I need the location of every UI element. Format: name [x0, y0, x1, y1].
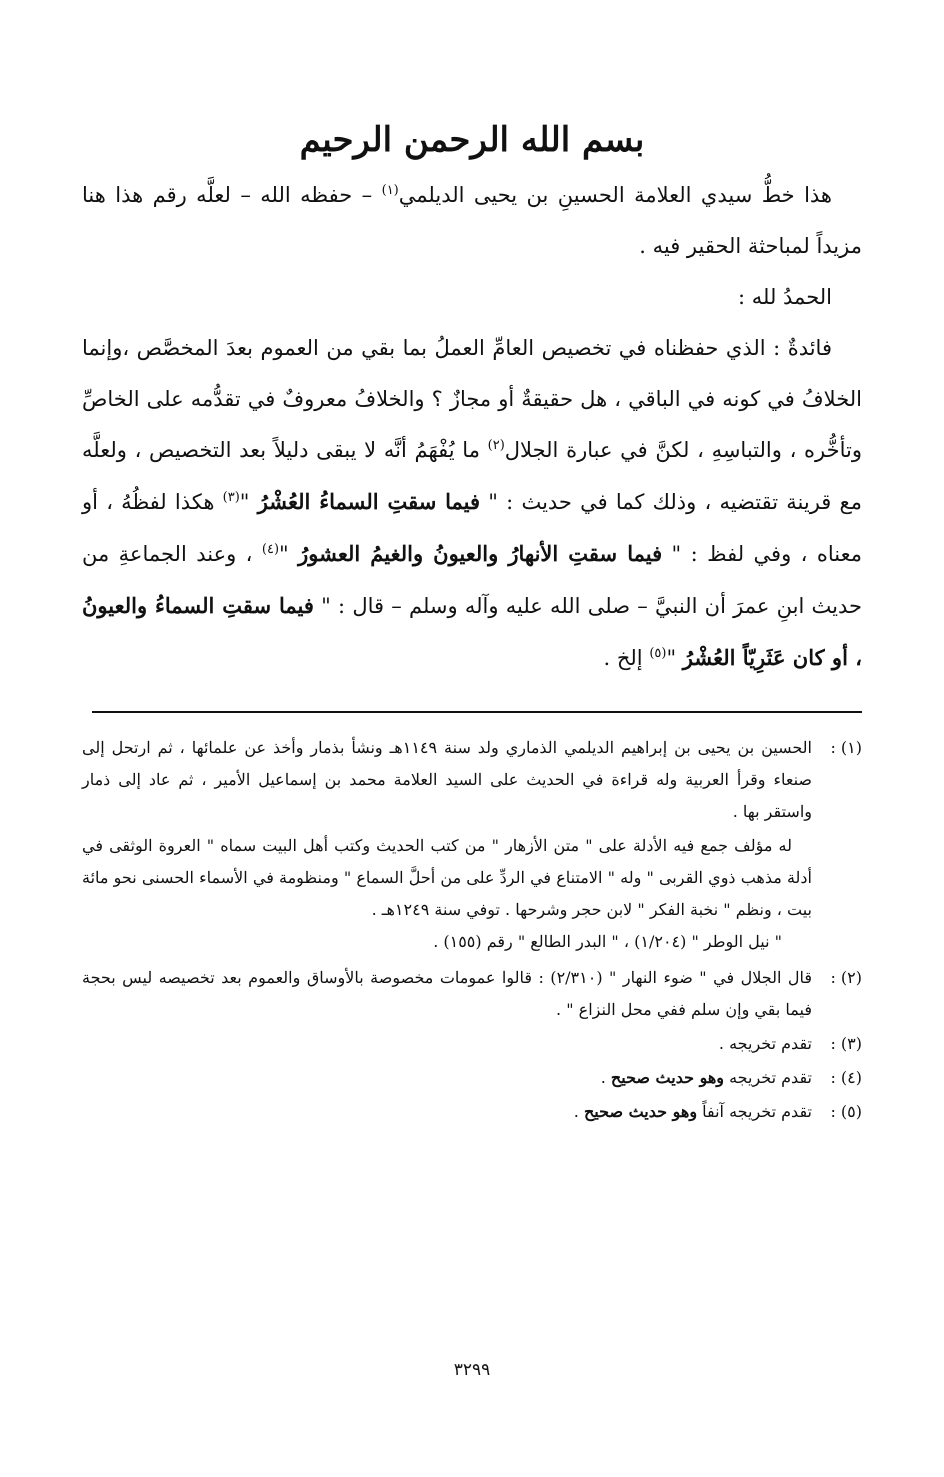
footnote-text: الحسين بن يحيى بن إبراهيم الديلمي الذماري ولد سنة ١١٤٩هـ ونشأ بذمار وأخذ عن علمائها ، ثم ارتحل إلى صنعاء وقرأ العربية وله قراءة في الحديث على السيد العلامة محمد بن إسماعيل الأمير ، ثم عاد إلى ذمار واستقر بها .	[82, 738, 813, 821]
footnote-text: تقدم تخريجه	[724, 1068, 812, 1087]
footnotes	[82, 732, 862, 1130]
footnote-end: .	[600, 1068, 611, 1087]
fawaid-text-3: "	[239, 490, 258, 514]
footnote-ref-2: (٢)	[487, 438, 505, 453]
footnote-number: (٢) :	[830, 968, 863, 987]
footnote-ref-4: (٤)	[261, 542, 280, 557]
basmala-heading: بسم الله الرحمن الرحيم	[299, 120, 645, 160]
footnote-text: تقدم تخريجه آنفاً	[697, 1102, 812, 1121]
fawaid-text-1: فائدةٌ : الذي حفظناه في تخصيص العامِّ العملُ بما بقي من العموم بعدَ المخصَّص ،وإنما الخلافُ في كونه في الباقي ، هل حقيقةٌ أو مجازٌ ؟ والخلافُ معروفٌ في تقدُّمه على الخاصِّ وتأخُّره ، والتباسِهِ ، لكنَّ في عبارة الجلال	[82, 336, 862, 462]
fawaid-text-2: ما يُفْهَمُ أنَّه لا يبقى دليلاً بعد التخصيص ، ولعلَّه مع قرينة تقتضيه ، وذلك كما في حديث : "	[82, 438, 862, 514]
fawaid-text-6: ، وعند الجماعةِ من حديث ابنِ عمرَ أن النبيَّ – صلى الله عليه وآله وسلم – قال : "	[82, 542, 862, 618]
footnote-3	[82, 1028, 862, 1060]
footnote-number: (٣) :	[830, 1034, 862, 1053]
footnote-end: .	[573, 1102, 584, 1121]
footnote-2	[82, 962, 862, 1026]
intro-paragraph	[82, 170, 862, 272]
footnote-4	[82, 1062, 862, 1094]
footnote-5	[82, 1096, 862, 1128]
footnote-text: قال الجلال في " ضوء النهار " (٢/٣١٠) : قالوا عمومات مخصوصة بالأوساق والعموم بعد تخصيصه ليس بحجة فيما بقي وإن سلم ففي محل النزاع " .	[82, 968, 813, 1019]
footnote-grade: وهو حديث صحيح	[610, 1068, 724, 1087]
hadith-quote-1: فيما سقتِ السماءُ العُشْرُ	[257, 489, 481, 514]
hadith-quote-3: فيما سقتِ السماءُ والعيونُ ، أو كان عَثَرِيّاً العُشْرُ	[82, 593, 862, 670]
footnote-grade: وهو حديث صحيح	[583, 1102, 698, 1121]
footnote-ref-1: (١)	[381, 183, 399, 198]
fawaid-text-8: إلخ .	[603, 646, 650, 670]
fawaid-paragraph	[82, 323, 862, 684]
footnote-ref-5: (٥)	[649, 646, 667, 661]
fawaid-text-7: "	[666, 646, 683, 670]
footnote-number: (١) :	[830, 738, 863, 757]
footnote-number: (٤) :	[830, 1068, 862, 1087]
main-text	[82, 170, 862, 684]
hadith-quote-2: فيما سقتِ الأنهارُ والعيونُ والغيمُ العشورُ	[298, 541, 663, 566]
footnote-1-sources: " نيل الوطر " (١/٢٠٤) ، " البدر الطالع " رقم (١٥٥) .	[433, 932, 782, 951]
footnote-ref-3: (٣)	[222, 490, 240, 505]
footnote-1-works: له مؤلف جمع فيه الأدلة على " متن الأزهار " من كتب الحديث وكتب أهل البيت سماه " العروة الوثقى في أدلة مذهب ذوي القربى " وله " الامتناع في الردِّ على من أحلَّ السماع " ومنظومة في الأسماء الحسنى نحو مائة بيت ، ونظم " نخبة الفكر " لابن حجر وشرحها . توفي سنة ١٢٤٩هـ .	[82, 836, 812, 919]
footnote-text: تقدم تخريجه .	[718, 1034, 812, 1053]
footnote-1	[82, 732, 862, 828]
fawaid-text-5: "	[279, 542, 299, 566]
fawaid-text-4: هكذا لفظُهُ ، أو معناه ، وفي لفظ : "	[82, 490, 862, 566]
intro-text-1: هذا خطُّ سيدي العلامة الحسينِ بن يحيى الديلمي	[398, 183, 833, 207]
page-number: ٣٢٩٩	[453, 1360, 491, 1380]
footnote-separator	[92, 711, 862, 713]
footnote-number: (٥) :	[830, 1102, 862, 1121]
intro-text-2: – حفظه الله – لعلَّه رقم هذا هنا مزيداً لمباحثة الحقير فيه .	[82, 183, 862, 258]
hamd-line: الحمدُ لله :	[738, 285, 832, 309]
